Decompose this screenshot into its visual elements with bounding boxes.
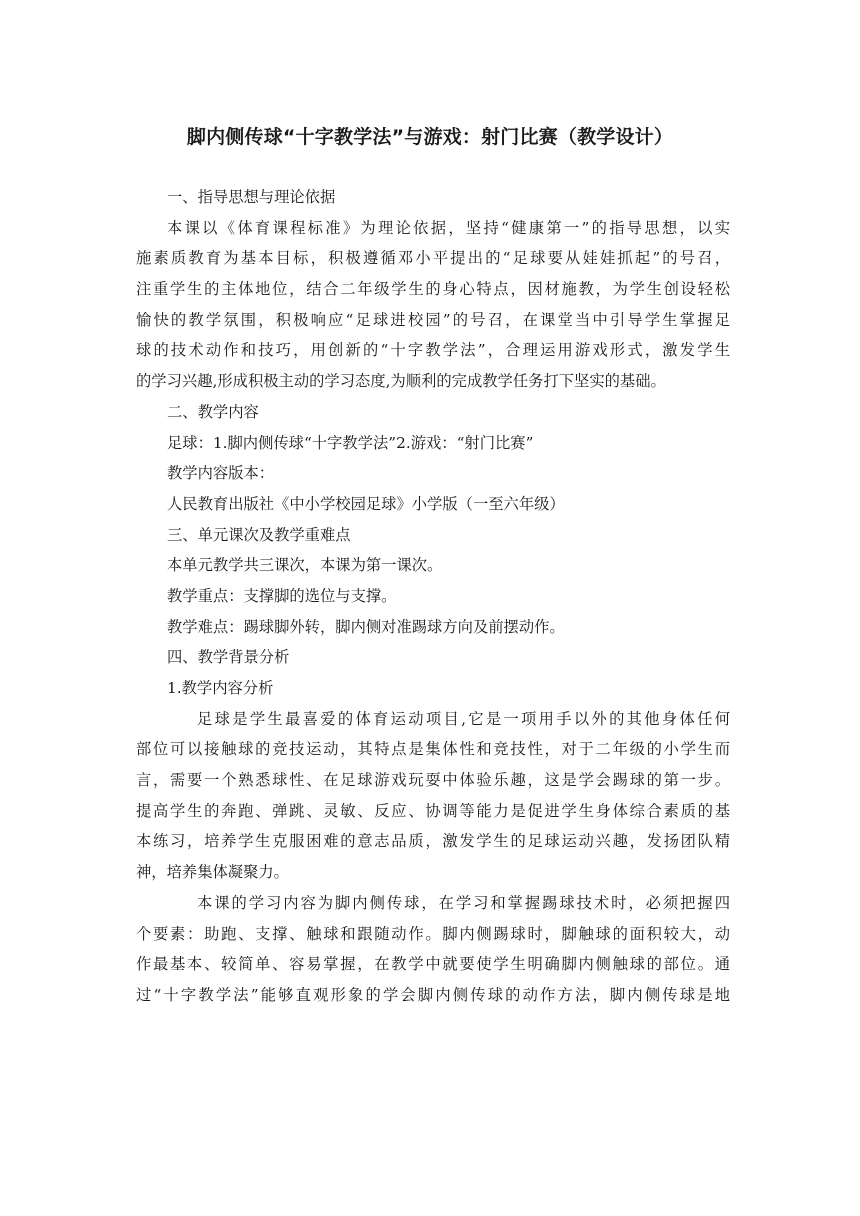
paragraph-line: 施素质教育为基本目标，积极遵循邓小平提出的“足球要从娃娃抓起”的号召， <box>136 249 730 268</box>
paragraph-line: 的学习兴趣,形成积极主动的学习态度,为顺利的完成教学任务打下坚实的基础。 <box>136 372 666 391</box>
document-body <box>136 182 730 1011</box>
paragraph-line: 注重学生的主体地位，结合二年级学生的身心特点，因材施教，为学生创设轻松 <box>136 280 730 299</box>
paragraph-line: 教学重点：支撑脚的选位与支撑。 <box>167 586 397 605</box>
paragraph-line: 人民教育出版社《中小学校园足球》小学版（一至六年级） <box>167 494 565 513</box>
paragraph-line: 言，需要一个熟悉球性、在足球游戏玩耍中体验乐趣，这是学会踢球的第一步。 <box>136 771 730 790</box>
section-heading: 二、教学内容 <box>167 402 259 421</box>
paragraph-line: 愉快的教学氛围，积极响应“足球进校园”的号召，在课堂当中引导学生掌握足 <box>136 310 730 329</box>
paragraph-line: 球的技术动作和技巧，用创新的“十字教学法”，合理运用游戏形式，激发学生 <box>136 341 730 360</box>
paragraph-line: 个要素：助跑、支撑、触球和跟随动作。脚内侧踢球时，脚触球的面积较大，动 <box>136 924 730 943</box>
paragraph-line: 部位可以接触球的竞技运动，其特点是集体性和竞技性，对于二年级的小学生而 <box>136 740 730 759</box>
paragraph-line: 教学难点：踢球脚外转，脚内侧对准踢球方向及前摆动作。 <box>167 617 565 636</box>
paragraph-line: 本课的学习内容为脚内侧传球，在学习和掌握踢球技术时，必须把握四 <box>197 893 730 912</box>
section-heading: 一、指导思想与理论依据 <box>167 188 336 206</box>
paragraph-line: 教学内容版本： <box>167 464 275 483</box>
section-heading: 三、单元课次及教学重难点 <box>167 525 351 544</box>
paragraph-line: 足球是学生最喜爱的体育运动项目,它是一项用手以外的其他身体任何 <box>197 709 730 728</box>
subsection-heading: 1.教学内容分析 <box>167 679 274 697</box>
paragraph-line: 神，培养集体凝聚力。 <box>136 863 289 882</box>
paragraph-line: 本单元教学共三课次，本课为第一课次。 <box>167 556 443 575</box>
paragraph-line: 足球：1.脚内侧传球“十字教学法”2.游戏：“射门比赛” <box>167 433 534 452</box>
paragraph-line: 作最基本、较简单、容易掌握，在教学中就要使学生明确脚内侧触球的部位。通 <box>136 955 730 974</box>
section-heading: 四、教学背景分析 <box>167 648 290 667</box>
paragraph-line: 过“十字教学法”能够直观形象的学会脚内侧传球的动作方法，脚内侧传球是地 <box>136 985 730 1004</box>
paragraph-line: 本练习，培养学生克服困难的意志品质，激发学生的足球运动兴趣，发扬团队精 <box>136 832 730 851</box>
paragraph-line: 本课以《体育课程标准》为理论依据，坚持“健康第一”的指导思想，以实 <box>167 218 730 237</box>
paragraph-line: 提高学生的奔跑、弹跳、灵敏、反应、协调等能力是促进学生身体综合素质的基 <box>136 801 730 820</box>
document-title: 脚内侧传球“十字教学法”与游戏：射门比赛（教学设计） <box>186 126 674 148</box>
